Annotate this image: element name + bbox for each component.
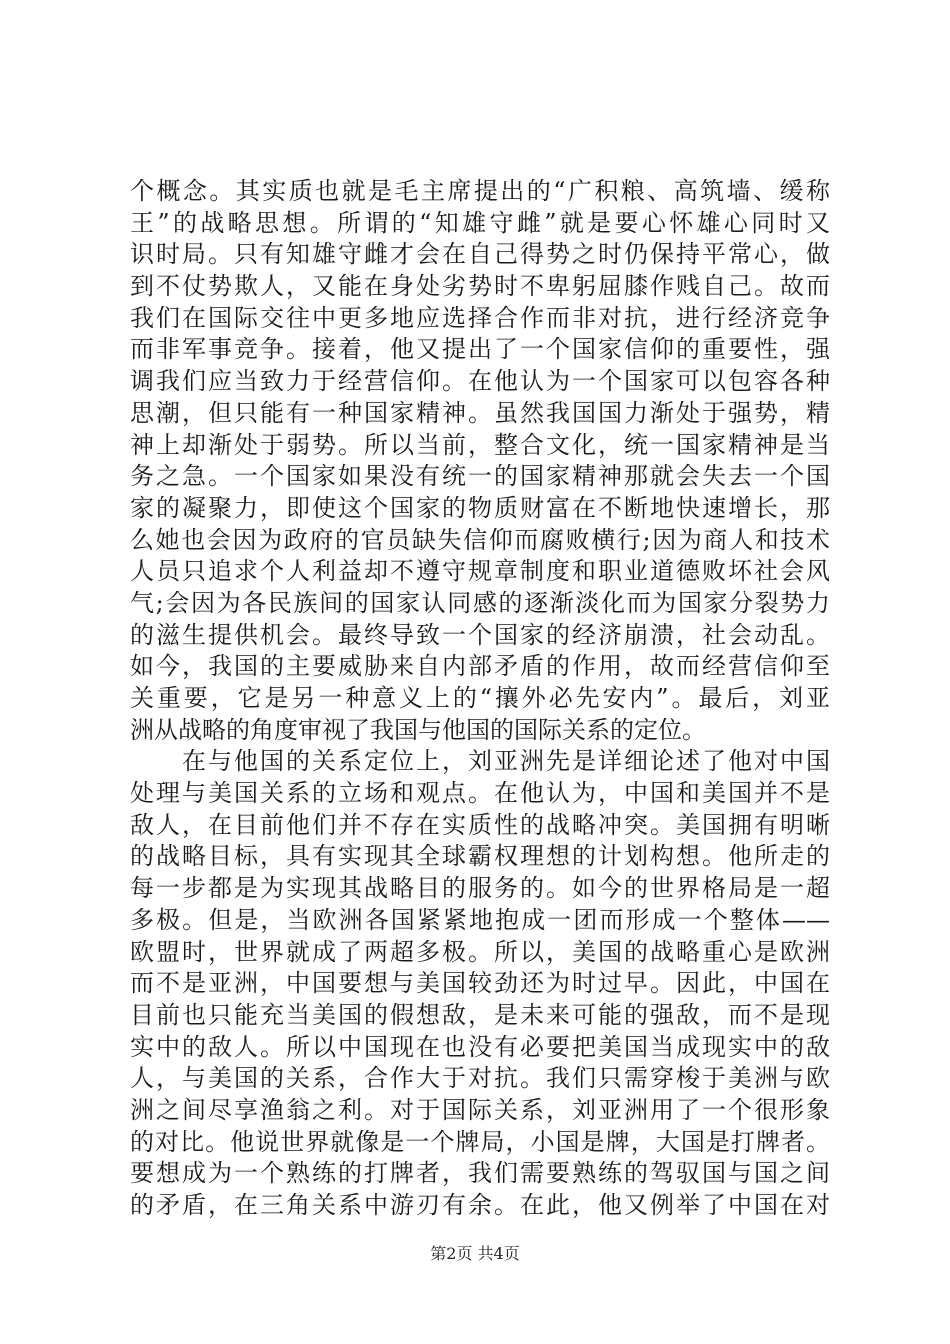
text-line: 而不是亚洲，中国要想与美国较劲还为时过早。因此，中国在 <box>130 969 830 998</box>
text-line: 思潮，但只能有一种国家精神。虽然我国国力渐处于强势，精 <box>130 398 830 427</box>
text-line: 神上却渐处于弱势。所以当前，整合文化，统一国家精神是当 <box>130 430 830 459</box>
text-line: 识时局。只有知雄守雌才会在自己得势之时仍保持平常心，做 <box>130 240 830 269</box>
text-line: 在与他国的关系定位上，刘亚洲先是详细论述了他对中国 <box>130 747 830 776</box>
text-line: 的滋生提供机会。最终导致一个国家的经济崩溃，社会动乱。 <box>130 620 830 649</box>
text-line: 个概念。其实质也就是毛主席提出的“广积粮、高筑墙、缓称 <box>130 177 830 205</box>
text-line: 到不仗势欺人，又能在身处劣势时不卑躬屈膝作贱自己。故而 <box>130 272 830 301</box>
text-line: 如今，我国的主要威胁来自内部矛盾的作用，故而经营信仰至 <box>130 652 830 681</box>
text-line: 洲之间尽享渔翁之利。对于国际关系，刘亚洲用了一个很形象 <box>130 1095 830 1124</box>
text-line: 处理与美国关系的立场和观点。在他认为，中国和美国并不是 <box>130 779 830 808</box>
text-line: 敌人，在目前他们并不存在实质性的战略冲突。美国拥有明晰 <box>130 810 830 839</box>
text-line: 家的凝聚力，即使这个国家的物质财富在不断地快速增长，那 <box>130 493 830 522</box>
text-line: 么她也会因为政府的官员缺失信仰而腐败横行;因为商人和技术 <box>130 525 830 554</box>
text-line: 的对比。他说世界就像是一个牌局，小国是牌，大国是打牌者。 <box>130 1127 830 1156</box>
page-footer: 第2页 共4页 <box>430 1244 520 1263</box>
text-line: 实中的敌人。所以中国现在也没有必要把美国当成现实中的敌 <box>130 1032 830 1061</box>
text-line: 关重要，它是另一种意义上的“攘外必先安内”。最后，刘亚 <box>130 684 830 712</box>
text-line: 我们在国际交往中更多地应选择合作而非对抗，进行经济竞争 <box>130 303 830 332</box>
text-line: 调我们应当致力于经营信仰。在他认为一个国家可以包容各种 <box>130 367 830 396</box>
text-line: 洲从战略的角度审视了我国与他国的国际关系的定位。 <box>130 715 706 744</box>
text-line: 目前也只能充当美国的假想敌，是未来可能的强敌，而不是现 <box>130 1000 830 1029</box>
text-line: 多极。但是，当欧洲各国紧紧地抱成一团而形成一个整体—— <box>130 905 830 934</box>
text-line: 王”的战略思想。所谓的“知雄守雌”就是要心怀雄心同时又 <box>130 208 830 237</box>
text-line: 要想成为一个熟练的打牌者，我们需要熟练的驾驭国与国之间 <box>130 1159 830 1188</box>
text-line: 的矛盾，在三角关系中游刃有余。在此，他又例举了中国在对 <box>130 1191 830 1219</box>
text-line: 人，与美国的关系，合作大于对抗。我们只需穿梭于美洲与欧 <box>130 1064 830 1093</box>
text-line: 人员只追求个人利益却不遵守规章制度和职业道德败坏社会风 <box>130 557 830 586</box>
text-line: 而非军事竞争。接着，他又提出了一个国家信仰的重要性，强 <box>130 335 830 364</box>
text-line: 务之急。一个国家如果没有统一的国家精神那就会失去一个国 <box>130 462 830 491</box>
document-body <box>130 176 830 1222</box>
text-line: 气;会因为各民族间的国家认同感的逐渐淡化而为国家分裂势力 <box>130 588 830 617</box>
text-line: 每一步都是为实现其战略目的服务的。如今的世界格局是一超 <box>130 874 830 903</box>
text-line: 的战略目标，具有实现其全球霸权理想的计划构想。他所走的 <box>130 842 830 871</box>
text-line: 欧盟时，世界就成了两超多极。所以，美国的战略重心是欧洲 <box>130 937 830 966</box>
